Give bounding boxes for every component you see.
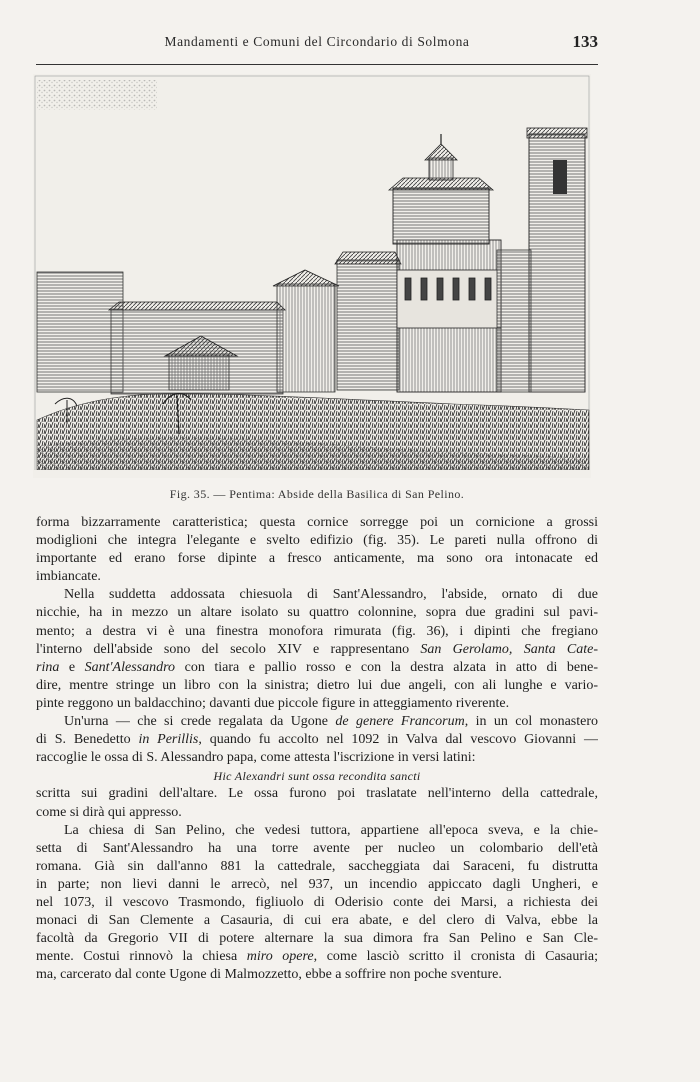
text-line: setta di Sant'Alessandro ha una torre avente per nucleo un colombario dell'età (36, 840, 598, 856)
basilica-engraving (33, 74, 591, 478)
text-segment: , in un col monastero (464, 714, 598, 730)
body-text (36, 514, 598, 984)
text-line: importante ed erano forse dipinte a fresco anticamente, ma sono ora intonacate ed (36, 551, 598, 567)
text-segment: con tiara e pallio rosso e con la destra alzata in atto di bene- (175, 659, 598, 675)
page-number: 133 (572, 32, 598, 51)
figure-caption: Fig. 35. — Pentima: Abside della Basilica di San Pelino. (169, 487, 465, 501)
text-line: ma, carcerato dal conte Ugone di Malmozzetto, ebbe a soffrire non poche sventure. (36, 967, 502, 983)
italic-segment: Sant'Alessandro (84, 659, 176, 675)
italic-segment: San Gerolamo, Santa Cate- (420, 641, 598, 657)
text-line: dire, mentre stringe un libro con la sinistra; dietro lui due angeli, con ali lunghe e vario- (36, 677, 598, 693)
text-line: facoltà da Gregorio VII di potere alternare la sua dimora fra San Pelino e San Cle- (36, 931, 598, 947)
text-line (36, 948, 598, 966)
italic-segment: miro opere (246, 949, 314, 965)
text-line (36, 713, 598, 731)
text-line (36, 659, 598, 677)
text-line: imbiancate. (36, 569, 101, 585)
text-line: forma bizzarramente caratteristica; questa cornice sorregge poi un cornicione a grossi (36, 515, 598, 530)
text-line: raccoglie le ossa di S. Alessandro papa, come attesta l'iscrizione in versi latini: (36, 750, 476, 766)
italic-segment: de genere Francorum (335, 714, 465, 730)
text-line: mento; a destra vi è una finestra monofora rimurata (fig. 36), i dipinti che fregiano (36, 623, 598, 639)
running-title: Mandamenti e Comuni del Circondario di Solmona (164, 34, 470, 49)
text-line: nel 1073, il vescovo Trasmondo, figliuolo di Oderisio conte dei Marsi, a richiesta dei (36, 894, 598, 910)
header-rule (36, 64, 598, 65)
text-segment: e (59, 659, 85, 675)
text-line: pinte reggono un baldacchino; davanti due piccole figure in atteggiamento riverente. (36, 695, 510, 711)
text-line: La chiesa di San Pelino, che vedesi tuttora, appartiene all'epoca sveva, e la chie- (64, 822, 598, 838)
latin-inscription: Hic Alexandri sunt ossa recondita sancti (213, 769, 421, 784)
text-line: come si dirà qui appresso. (36, 804, 182, 820)
running-header (36, 34, 598, 56)
text-segment: di S. Benedetto (36, 732, 139, 748)
text-segment: , come lasciò scritto il cronista di Casauria; (313, 949, 598, 965)
text-line: in parte; non lievi danni le arrecò, nel 937, un incendio appiccato dagli Ungheri, e (36, 876, 598, 892)
text-segment: Un'urna — che si crede regalata da Ugone (64, 714, 336, 730)
text-line: nicchie, ha in mezzo un altare isolato su quattro colonnine, sopra due gradini sul pavi- (36, 605, 598, 621)
text-segment: l'interno dell'abside sono del secolo XIV e rappresentano (36, 641, 421, 657)
text-segment: , quando fu accolto nel 1092 in Valva dal vescovo Giovanni — (198, 732, 598, 748)
text-line (36, 641, 598, 659)
italic-segment: in Perillis (138, 732, 199, 748)
text-line: Nella suddetta addossata chiesuola di Sant'Alessandro, l'abside, ornato di due (64, 587, 598, 603)
text-line (36, 731, 598, 749)
text-line: romana. Già sin dall'anno 881 la cattedrale, saccheggiata dai Saraceni, fu distrutta (36, 858, 598, 874)
text-line: monaci di San Clemente a Casauria, di cui era abate, e del clero di Valva, ebbe la (36, 913, 598, 929)
text-segment: mente. Costui rinnovò la chiesa (36, 949, 247, 965)
text-line: scritta sui gradini dell'altare. Le ossa furono poi traslatate nell'interno della cattedrale, (36, 786, 598, 802)
italic-segment: rina (36, 659, 60, 675)
text-line: modiglioni che integra l'elegante e svelto edifizio (fig. 35). Le pareti nulla offrono di (36, 533, 598, 549)
